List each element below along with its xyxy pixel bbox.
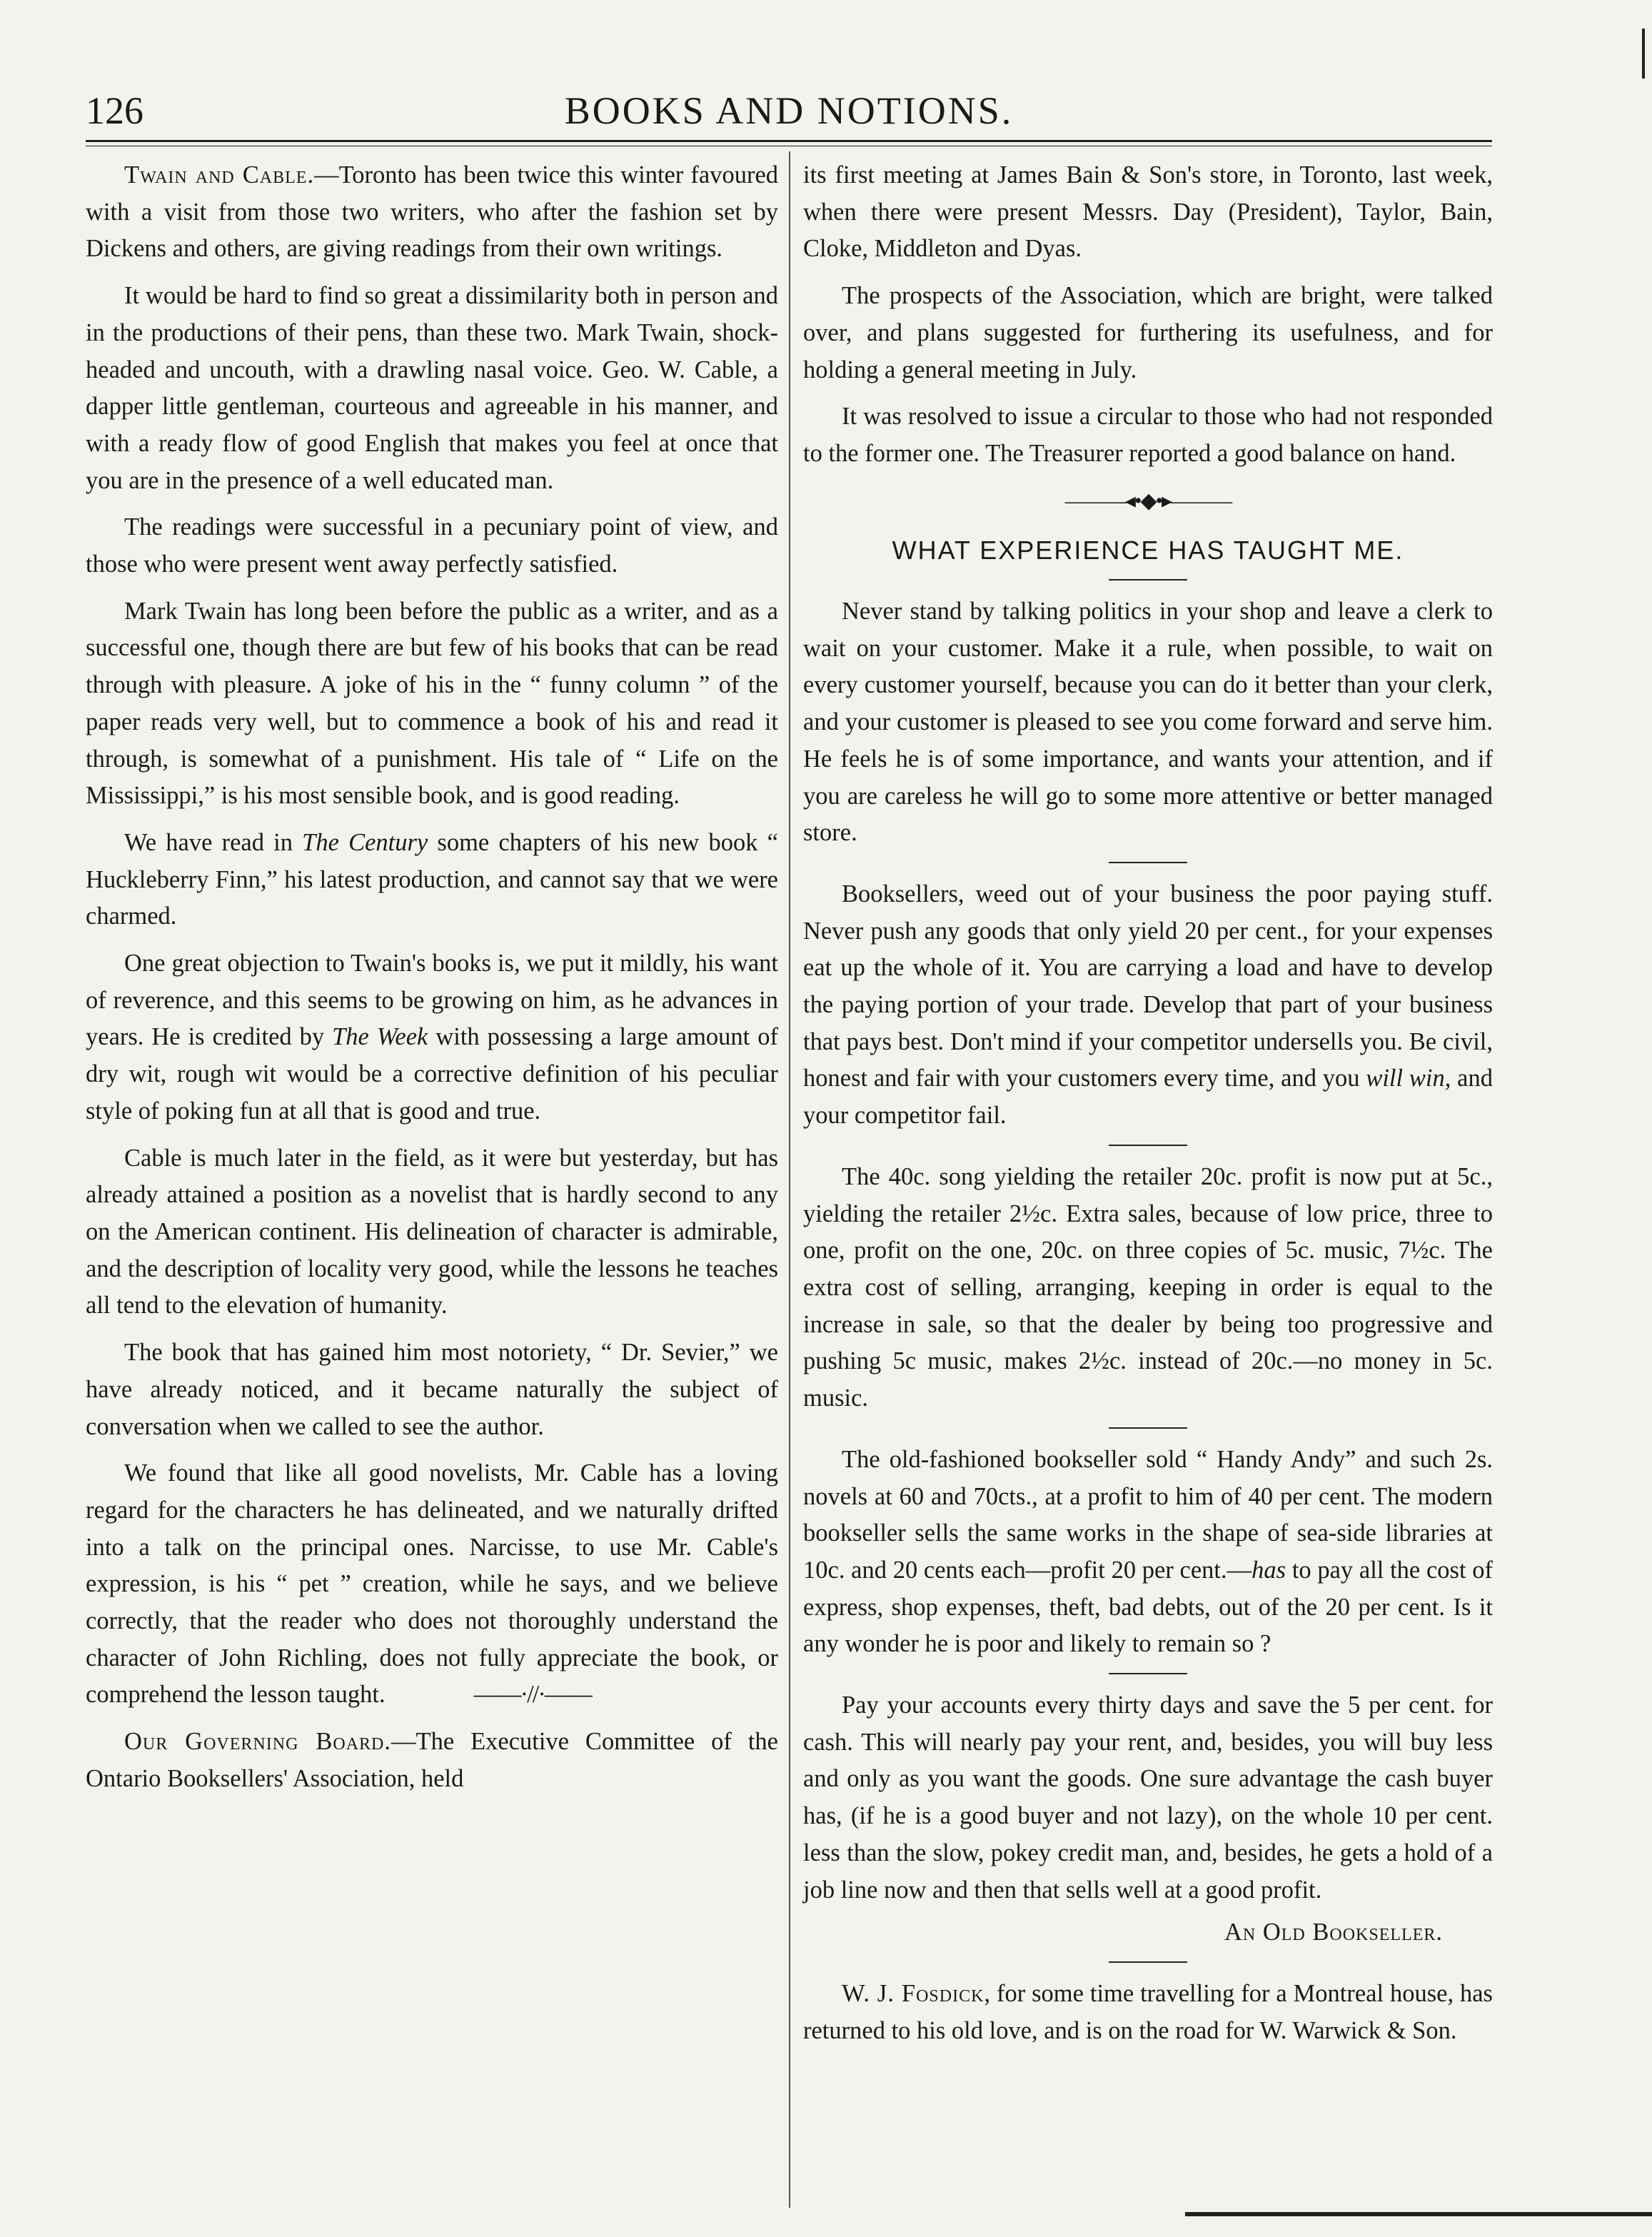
governing-board-text: —The Executive Committee of the Ontario Booksellers' Association, held [86,1728,778,1792]
fosdick-lead: W. J. Fosdick [842,1979,984,2007]
section-heading: WHAT EXPERIENCE HAS TAUGHT ME. [892,536,1404,565]
short-rule [1109,1673,1187,1674]
running-title: BOOKS AND NOTIONS. [564,89,1014,132]
fosdick-text: , for some time travelling for a Montreal house, has returned to his old love, and is on the road for W. Warwick & Son. [803,1979,1493,2044]
century-title: The Century [302,828,428,856]
margin-mark [1642,29,1645,79]
old-fashioned-text-a: The old-fashioned bookseller sold “ Handy Andy” and such 2s. novels at 60 and 70cts., at a profit to him of 40 per cent. The modern bookseller sells the same works in the shape of sea-side libraries at 10c. and 20 cents each—profit 20 per cent.— [803,1445,1493,1584]
century-text-b: some chapters of his new book “ Huckleberry Finn,” his latest production, and cannot say that we were charmed. [86,828,778,930]
prospects-paragraph: The prospects of the Association, which are bright, were talked over, and plans suggested for furthering its usefulness, and for holding a general meeting in July. [803,282,1493,383]
novelists-text: We found that like all good novelists, Mr. Cable has a loving regard for the characters he has delineated, and we naturally drifted into a talk on the principal ones. Narcisse, to use Mr. Cable's expression, is his “ pet ” creation, while he says, and we believe correctly, that the reader who does not thoroughly understand the character of John Richling, does not fully appreciate the book, or comprehend the lesson taught. [86,1459,778,1709]
column-divider [789,151,790,2208]
objection-text-a: One great objection to Twain's books is, we put it mildly, his want of reverence, and this seems to be growing on him, as he advances in years. He is credited by [86,950,778,1051]
short-rule [1109,1145,1187,1146]
politics-paragraph: Never stand by talking politics in your shop and leave a clerk to wait on your customer. Make it a rule, when possible, to wait on every customer yourself, because you can do it better than your clerk, and your customer is pleased to see you come forward and serve him. He feels he is of some importance, and wants your attention, and if you are careless he will go to some more attentive or better managed store. [803,598,1493,847]
twain-cable-paragraph [86,157,778,268]
signature: An Old Bookseller. [1224,1919,1443,1946]
inline-ornament: ——·//·—— [473,1681,591,1709]
governing-board-lead: Our Governing Board. [124,1728,391,1756]
short-rule [1109,862,1187,863]
old-fashioned-text-b: to pay all the cost of express, shop expenses, theft, bad debts, out of the 20 per cent. Is it any wonder he is poor and likely to remain so ? [803,1556,1493,1658]
short-rule [1109,1961,1187,1963]
header-rule [86,140,1492,142]
dr-sevier-paragraph: The book that has gained him most notoriety, “ Dr. Sevier,” we have already noticed, and it became naturally the subject of conversation when we called to see the author. [86,1339,778,1440]
objection-text-b: with possessing a large amount of dry wit, rough wit would be a corrective definition of his peculiar style of poking fun at all that is good and true. [86,1023,778,1125]
weed-out-text-a: Booksellers, weed out of your business the poor paying stuff. Never push any goods that only yield 20 per cent., for your expenses eat up the whole of it. You are carrying a load and have to develop the paying portion of your trade. Develop that part of your business that pays best. Don't mind if your competitor undersells you. Be civil, honest and fair with your customers every time, and you [803,880,1493,1092]
weed-out-text-b: and your competitor fail. [803,1065,1493,1130]
objection-paragraph [86,945,778,1130]
novelists-paragraph [86,1455,778,1714]
century-paragraph [86,825,778,935]
running-header [86,79,1492,136]
pay-accounts-paragraph: Pay your accounts every thirty days and save the 5 per cent. for cash. This will nearly pay your rent, and, besides, you will buy less and only as you want the goods. One sure advantage the cash buyer has, (if he is a good buyer and not lazy), on the whole 10 per cent. less than the slow, pokey credit man, and, besides, he gets a hold of a job line now and then that sells well at a good profit. [803,1691,1493,1904]
circular-paragraph: It was resolved to issue a circular to those who had not responded to the former one. The Treasurer reported a good balance on hand. [803,403,1493,467]
section-ornament: ———◂•◆•▸——— [1064,488,1232,513]
governing-board-paragraph [86,1724,778,1797]
twain-writer-paragraph: Mark Twain has long been before the public as a writer, and as a successful one, though there are but few of his books that can be read through with pleasure. A joke of his in the “ funny column ” of the paper reads very well, but to commence a book of his and read it through, is somewhat of a punishment. His tale of “ Life on the Mississippi,” is his most sensible book, and is good reading. [86,597,778,810]
fosdick-paragraph [803,1976,1493,2049]
weed-out-paragraph [803,876,1493,1135]
right-column [803,157,1493,2059]
song-paragraph: The 40c. song yielding the retailer 20c. profit is now put at 5c., yielding the retailer 2½c. Extra sales, because of low price, three to one, profit on the one, 20c. on three copies of 5c. music, 7½c. The extra cost of selling, arranging, keeping in order is equal to the increase in sale, so that the dealer by being too progressive and pushing 5c music, makes 2½c. instead of 20c.—no money in 5c. music. [803,1162,1493,1412]
century-text-a: We have read in [124,828,303,856]
short-rule [1109,579,1187,580]
readings-paragraph: The readings were successful in a pecuniary point of view, and those who were present went away perfectly satisfied. [86,513,778,578]
left-column [86,157,778,1808]
week-title: The Week [332,1023,428,1051]
meeting-continuation: its first meeting at James Bain & Son's store, in Toronto, last week, when there were present Messrs. Day (President), Taylor, Bain, Cloke, Middleton and Dyas. [803,161,1493,263]
twain-cable-lead: Twain and Cable. [124,161,315,188]
page-number: 126 [86,89,143,132]
short-rule [1109,1427,1187,1429]
old-fashioned-italic: has [1251,1556,1286,1584]
bottom-rule [1185,2212,1652,2216]
weed-out-italic: will win, [1366,1065,1451,1092]
dissimilarity-paragraph: It would be hard to find so great a dissimilarity both in person and in the productions of their pens, than these two. Mark Twain, shock-headed and uncouth, with a drawling nasal voice. Geo. W. Cable, a dapper little gentleman, courteous and agreeable in his manner, and with a ready flow of good English that makes you feel at once that you are in the presence of a well educated man. [86,282,778,494]
twain-cable-text: —Toronto has been twice this winter favoured with a visit from those two writers, who after the fashion set by Dickens and others, are giving readings from their own writings. [86,161,779,263]
old-fashioned-paragraph [803,1442,1493,1663]
cable-paragraph: Cable is much later in the field, as it were but yesterday, but has already attained a position as a novelist that is hardly second to any on the American continent. His delineation of character is admirable, and the description of locality very good, while the lessons he teaches all tend to the elevation of humanity. [86,1144,778,1319]
